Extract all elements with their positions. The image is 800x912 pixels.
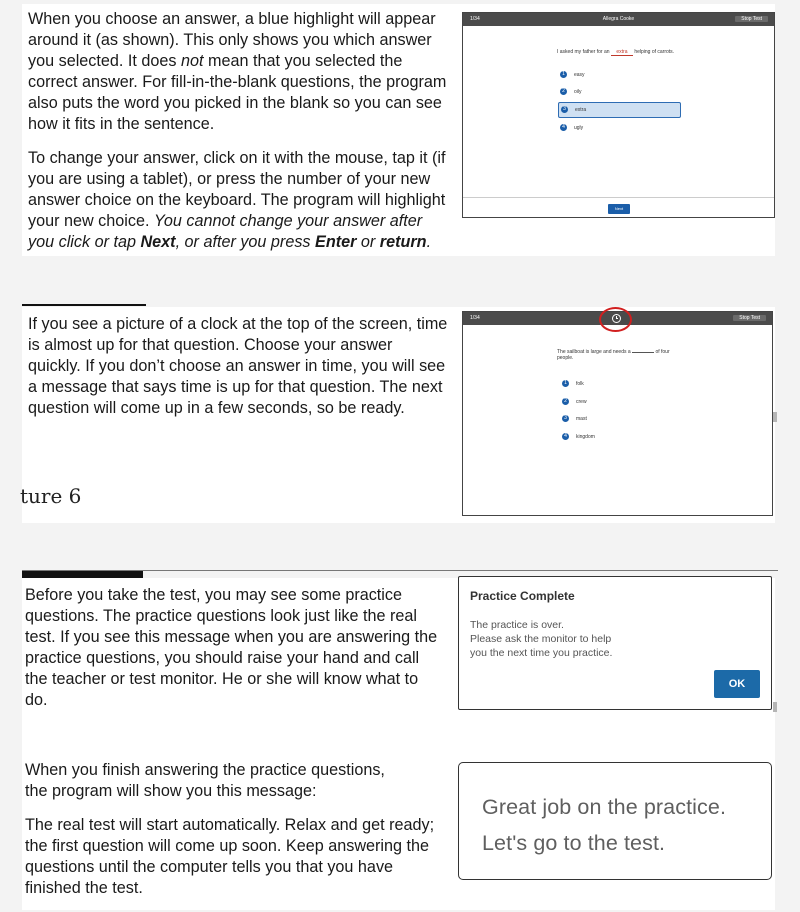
dialog-message: The practice is over. Please ask the monitor to help you the next time you practice. — [470, 619, 613, 659]
dialog-title: Practice Complete — [470, 589, 575, 603]
question-counter: 1/34 — [470, 16, 480, 22]
choice-number-badge: 1 — [560, 71, 567, 78]
choice-number-badge: 3 — [562, 415, 569, 422]
choice-label: kingdom — [576, 434, 595, 440]
question-counter: 1/34 — [470, 315, 480, 321]
test-screen-screenshot — [462, 12, 775, 218]
picture-caption: ture 6 — [20, 484, 82, 508]
answer-choice-3-selected[interactable] — [558, 102, 681, 118]
answer-choice-2[interactable] — [560, 86, 682, 98]
answer-choice-4[interactable] — [562, 431, 672, 443]
choice-number-badge: 4 — [560, 124, 567, 131]
paragraph-real-test: The real test will start automatically. Relax and get ready; the first question will come up soon. Keep answering the questions until the computer tells you that you have finished the test. — [25, 816, 435, 897]
timed-test-screen-screenshot — [462, 311, 773, 516]
instructions-text — [28, 9, 448, 253]
choice-number-badge: 4 — [562, 433, 569, 440]
paragraph-practice-intro: Before you take the test, you may see some practice questions. The practice questions look just like the real test. If you see this message when you are answering the practice questions, you should raise your hand and call the teacher or test monitor. He or she will know what to do. — [25, 586, 438, 709]
answer-choice-4[interactable] — [560, 122, 682, 134]
choice-label: ugly — [574, 125, 584, 131]
choice-label: crew — [576, 399, 587, 405]
answer-choice-1[interactable] — [560, 69, 682, 81]
stop-test-button[interactable]: Stop Test — [733, 315, 766, 321]
practice-finish-text — [25, 760, 445, 899]
ok-button[interactable]: OK — [714, 670, 760, 698]
choice-label: mast — [576, 416, 587, 422]
choice-label: oily — [574, 89, 582, 95]
question-prompt: The sailboat is large and needs a of four people. — [557, 349, 670, 361]
answer-choice-1[interactable] — [562, 378, 672, 390]
paragraph-finish-line-2: the program will show you this message: — [25, 782, 317, 800]
test-title-bar — [463, 13, 774, 26]
great-job-text: Great job on the practice. Let's go to the test. — [482, 795, 727, 855]
scrollbar-thumb[interactable] — [773, 412, 777, 422]
answer-blank — [632, 352, 654, 353]
scrollbar-thumb[interactable] — [773, 702, 777, 712]
filled-blank: extra — [611, 49, 633, 56]
question-prompt: I asked my father for an extra helping of carrots. — [557, 49, 675, 55]
answer-choice-2[interactable] — [562, 396, 672, 408]
section-practice — [22, 578, 775, 910]
section-answer-highlight — [22, 4, 775, 256]
student-name: Allegra Cooke — [602, 16, 635, 22]
footer-divider — [463, 197, 774, 198]
clock-highlight-circle — [599, 307, 632, 332]
paragraph-highlight-info: When you choose an answer, a blue highlight will appear around it (as shown). This only shows you which answer you selected. It does not mean that you selected the correct answer. For fill-in-the-blank questions, the program also puts the word you picked in the blank so you can see how it fits in the sentence. — [28, 10, 447, 133]
choice-number-badge: 1 — [562, 380, 569, 387]
paragraph-finish-line-1: When you finish answering the practice questions, — [25, 761, 385, 779]
next-button[interactable]: Next — [608, 204, 630, 214]
paragraph-clock-info: If you see a picture of a clock at the top of the screen, time is almost up for that question. Choose your answer quickly. If you don’t choose an answer in time, you will see a message that says time is up for that question. The next question will come up in a few seconds, so be ready. — [28, 315, 448, 417]
choice-number-badge: 2 — [562, 398, 569, 405]
stop-test-button[interactable]: Stop Test — [735, 16, 768, 22]
choice-number-badge: 2 — [560, 88, 567, 95]
choice-label: extra — [575, 107, 587, 113]
section-divider-line — [22, 304, 146, 306]
great-job-message — [458, 762, 772, 880]
choice-label: folk — [576, 381, 584, 387]
choice-label: easy — [574, 72, 585, 78]
section-divider-bar — [22, 571, 143, 578]
choice-number-badge: 3 — [561, 106, 568, 113]
practice-text — [25, 585, 445, 711]
answer-choice-3[interactable] — [562, 413, 672, 425]
practice-complete-dialog — [458, 576, 772, 710]
paragraph-change-answer: To change your answer, click on it with the mouse, tap it (if you are using a tablet), or press the number of your new answer choice on the keyboard. The program will highlight your new choice. You cannot change your answer after you click or tap Next, or after you press Enter or return. — [28, 149, 446, 251]
time-warning-text — [28, 314, 448, 419]
section-time-warning — [22, 307, 775, 523]
